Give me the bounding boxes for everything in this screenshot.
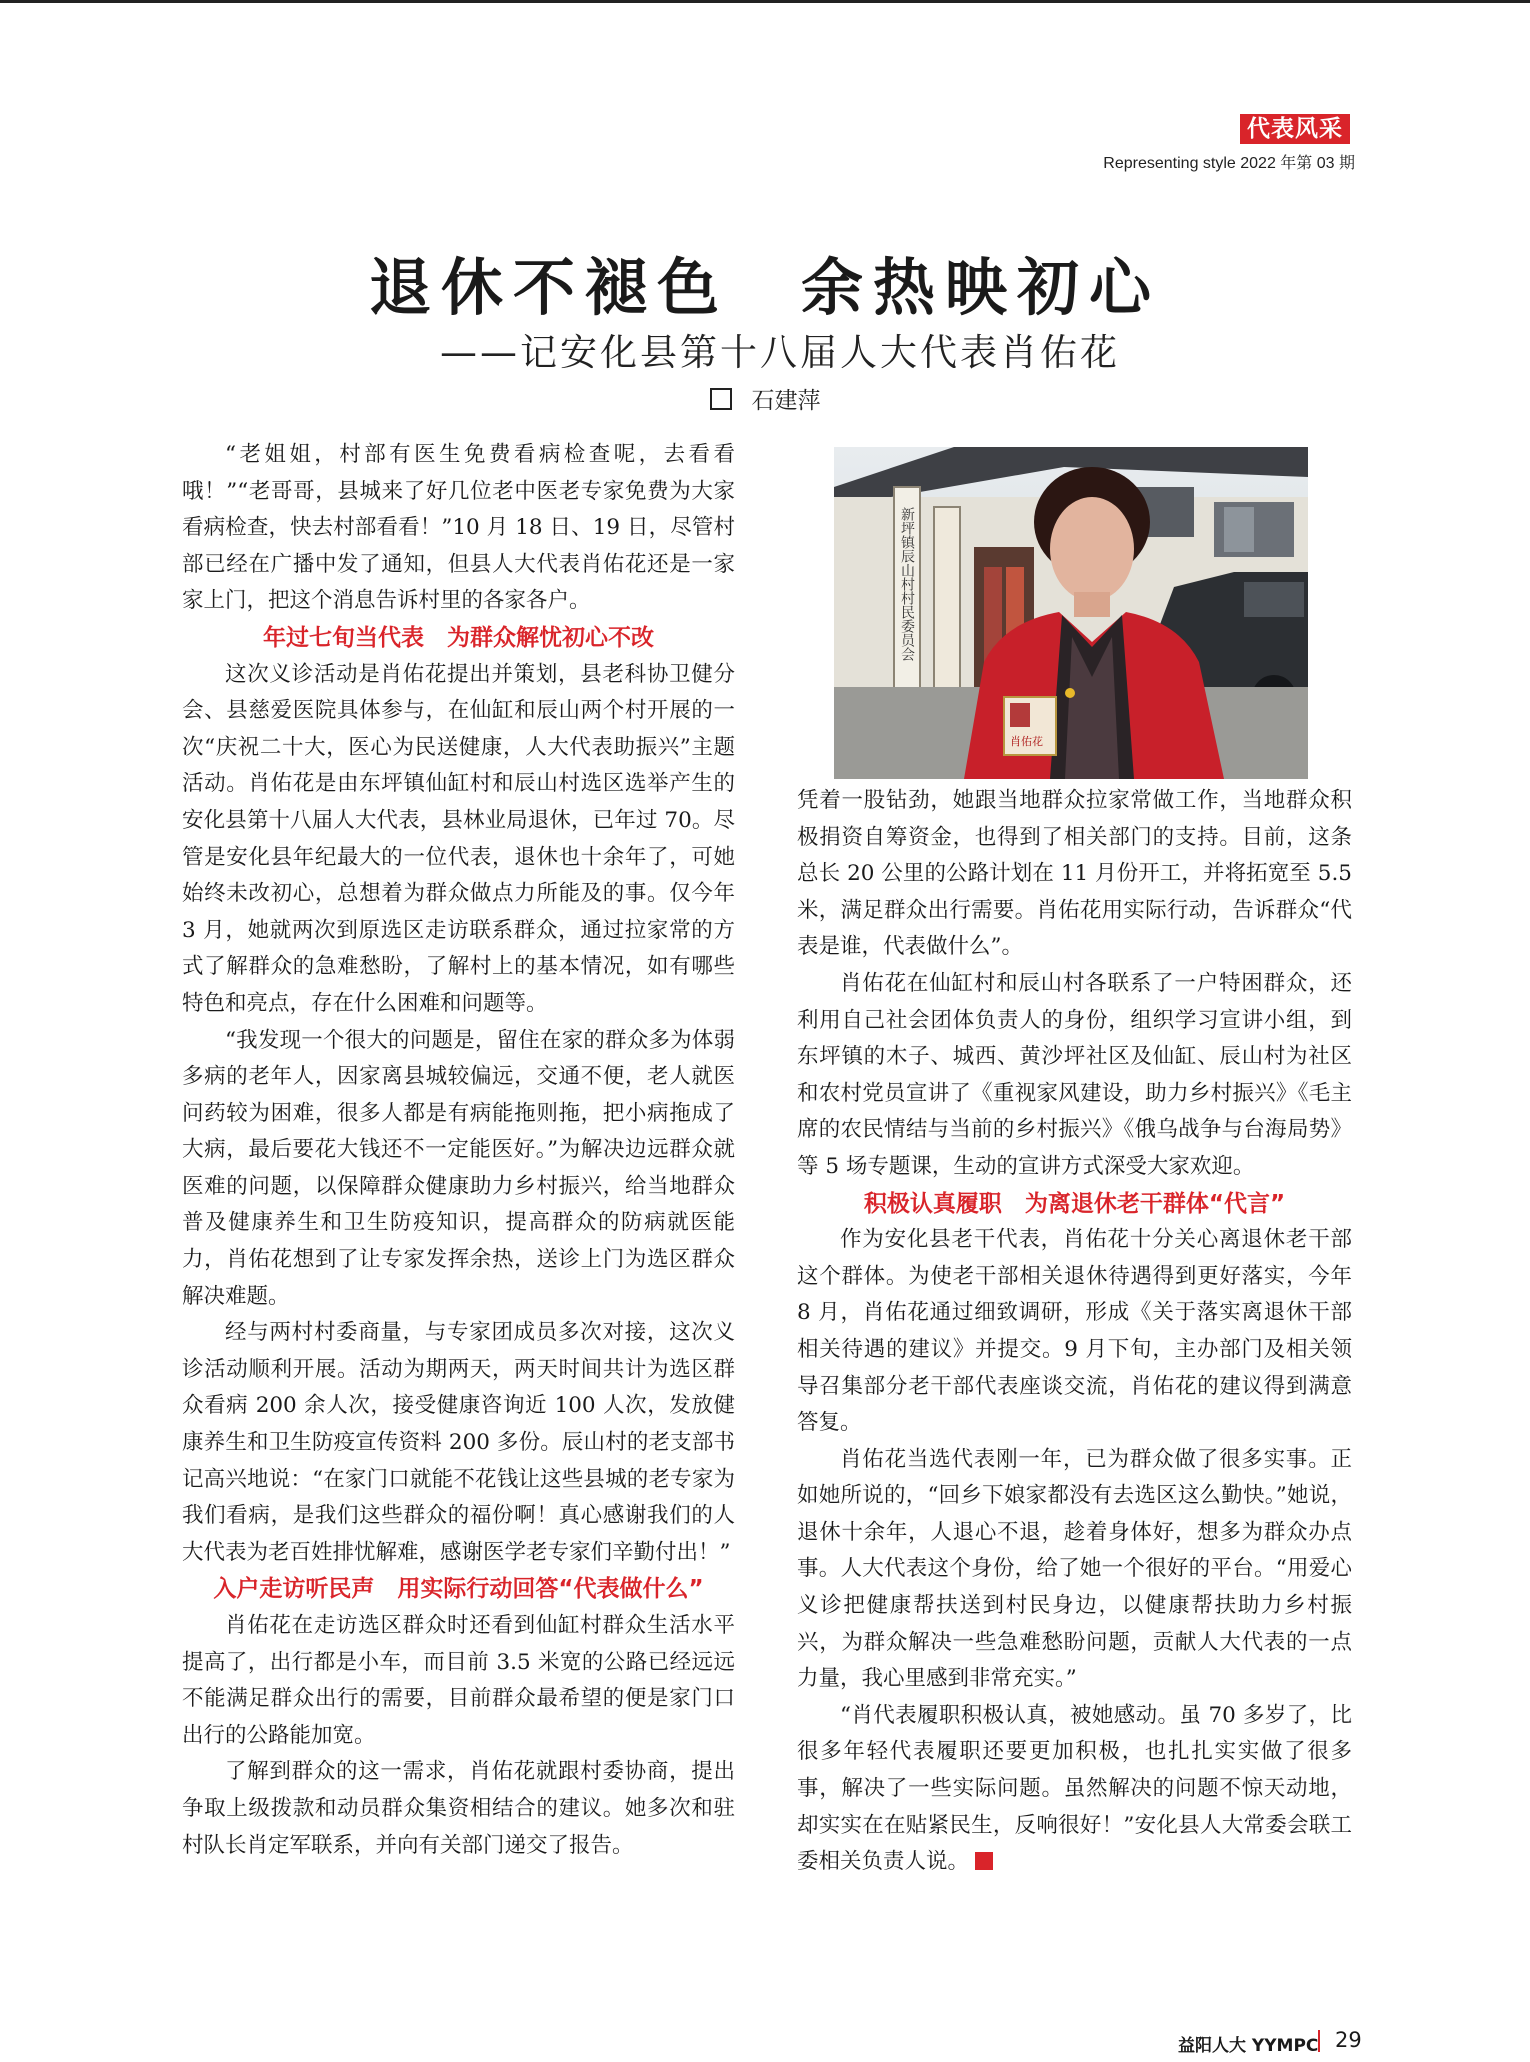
- article-subtitle: ——记安化县第十八届人大代表肖佑花: [440, 331, 1120, 374]
- paragraph: “老姐姐，村部有医生免费看病检查呢，去看看哦！”“老哥哥，县城来了好几位老中医老专家免费为大家看病检查，快去村部看看！”10 月 18 日、19 日，尽管村部已经在广播中发了通知，但县人大代表肖佑花还是一家家上门，把这个消息告诉村里的各家各户。: [182, 442, 735, 614]
- page-number: 29: [1335, 2028, 1362, 2052]
- column-badge: 代表风采: [1240, 114, 1350, 144]
- section-heading: 积极认真履职 为离退休老干群体“代言”: [863, 1190, 1286, 1217]
- article-title: 退休不褪色 余热映初心: [368, 251, 1161, 324]
- paragraph: 凭着一股钻劲，她跟当地群众拉家常做工作，当地群众积极捐资自筹资金，也得到了相关部门的支持。目前，这条总长 20 公里的公路计划在 11 月份开工，并将拓宽至 5.5 米，满足群众出行需要。肖佑花用实际行动，告诉群众“代表是谁，代表做什么”。: [797, 788, 1352, 960]
- author-line: [0, 382, 1530, 415]
- paragraph: 这次义诊活动是肖佑花提出并策划，县老科协卫健分会、县慈爱医院具体参与，在仙缸和辰山两个村开展的一次“庆祝二十大，医心为民送健康，人大代表助振兴”主题活动。肖佑花是由东坪镇仙缸村和辰山村选区选举产生的安化县第十八届人大代表，县林业局退休，已年过 70。尽管是安化县年纪最大的一位代表，退休也十余年了，可她始终未改初心，总想着为群众做点力所能及的事。仅今年 3 月，她就两次到原选区走访联系群众，通过拉家常的方式了解群众的急难愁盼，了解村上的基本情况，如有哪些特色和亮点，存在什么困难和问题等。: [182, 661, 735, 1016]
- section-heading: 入户走访听民声 用实际行动回答“代表做什么”: [213, 1576, 704, 1603]
- author-box-icon: [710, 388, 732, 410]
- top-rule: [0, 0, 1530, 3]
- paragraph: [797, 1698, 1352, 1881]
- right-column: [797, 783, 1352, 1881]
- paragraph: 肖佑花在走访选区群众时还看到仙缸村群众生活水平提高了，出行都是小车，而目前 3.5 米宽的公路已经远远不能满足群众出行的需要，目前群众最希望的便是家门口出行的公路能加宽。: [182, 1613, 735, 1748]
- paragraph: 了解到群众的这一需求，肖佑花就跟村委协商，提出争取上级拨款和动员群众集资相结合的建议。她多次和驻村队长肖定军联系，并向有关部门递交了报告。: [182, 1759, 735, 1858]
- footer-brand: 益阳人大 YYMPC: [1178, 2036, 1319, 2056]
- paragraph: 肖佑花在仙缸村和辰山村各联系了一户特困群众，还利用自己社会团体负责人的身份，组织学习宣讲小组，到东坪镇的木子、城西、黄沙坪社区及仙缸、辰山村为社区和农村党员宣讲了《重视家风建设，助力乡村振兴》《毛主席的农民情结与当前的乡村振兴》《俄乌战争与台海局势》等 5 场专题课，生动的宣讲方式深受大家欢迎。: [797, 970, 1352, 1179]
- section-heading: 年过七旬当代表 为群众解忧初心不改: [263, 624, 654, 651]
- footer-divider: [1318, 2030, 1320, 2052]
- paragraph: 经与两村村委商量，与专家团成员多次对接，这次义诊活动顺利开展。活动为期两天，两天时间共计为选区群众看病 200 余人次，接受健康咨询近 100 人次，发放健康养生和卫生防疫宣传资料 200 多份。辰山村的老支部书记高兴地说：“在家门口就能不花钱让这些县城的老专家为我们看病，是我们这些群众的福份啊！真心感谢我们的人大代表为老百姓排忧解难，感谢医学老专家们辛勤付出！”: [182, 1320, 735, 1565]
- left-column: [182, 437, 735, 1864]
- paragraph: 肖佑花当选代表刚一年，已为群众做了很多实事。正如她所说的，“回乡下娘家都没有去选区这么勤快。”她说，退休十余年，人退心不退，趁着身体好，想多为群众办点事。人大代表这个身份，给了她一个很好的平台。“用爱心义诊把健康帮扶送到村民身边，以健康帮扶助力乡村振兴，为群众解决一些急难愁盼问题，贡献人大代表的一点力量，我心里感到非常充实。”: [797, 1446, 1352, 1692]
- portrait-photo: [834, 447, 1308, 779]
- closing-text: “肖代表履职积极认真，被她感动。虽 70 多岁了，比很多年轻代表履职还要更加积极，也扎扎实实做了很多事，解决了一些实际问题。虽然解决的问题不惊天动地，却实实在在贴紧民生，反响很好！”安化县人大常委会联工委相关负责人说。: [797, 1702, 1352, 1875]
- issue-label: Representing style 2022 年第 03 期: [1103, 155, 1355, 172]
- end-mark-icon: [975, 1852, 993, 1870]
- author-name: 石建萍: [751, 388, 821, 414]
- sign-text: 新坪镇辰山村村民委员会: [899, 507, 915, 661]
- paragraph: “我发现一个很大的问题是，留住在家的群众多为体弱多病的老年人，因家离县城较偏远，交通不便，老人就医问药较为困难，很多人都是有病能拖则拖，把小病拖成了大病，最后要花大钱还不一定能医好。”为解决边远群众就医难的问题，以保障群众健康助力乡村振兴，给当地群众普及健康养生和卫生防疫知识，提高群众的防病就医能力，肖佑花想到了让专家发挥余热，送诊上门为选区群众解决难题。: [182, 1027, 735, 1309]
- badge-text: 肖佑花: [1010, 735, 1043, 748]
- paragraph: 作为安化县老干代表，肖佑花十分关心离退休老干部这个群体。为使老干部相关退休待遇得到更好落实，今年 8 月，肖佑花通过细致调研，形成《关于落实离退休干部相关待遇的建议》并提交。9 月下旬，主办部门及相关领导召集部分老干部代表座谈交流，肖佑花的建议得到满意答复。: [797, 1227, 1352, 1436]
- photo-illustration: [834, 447, 1308, 779]
